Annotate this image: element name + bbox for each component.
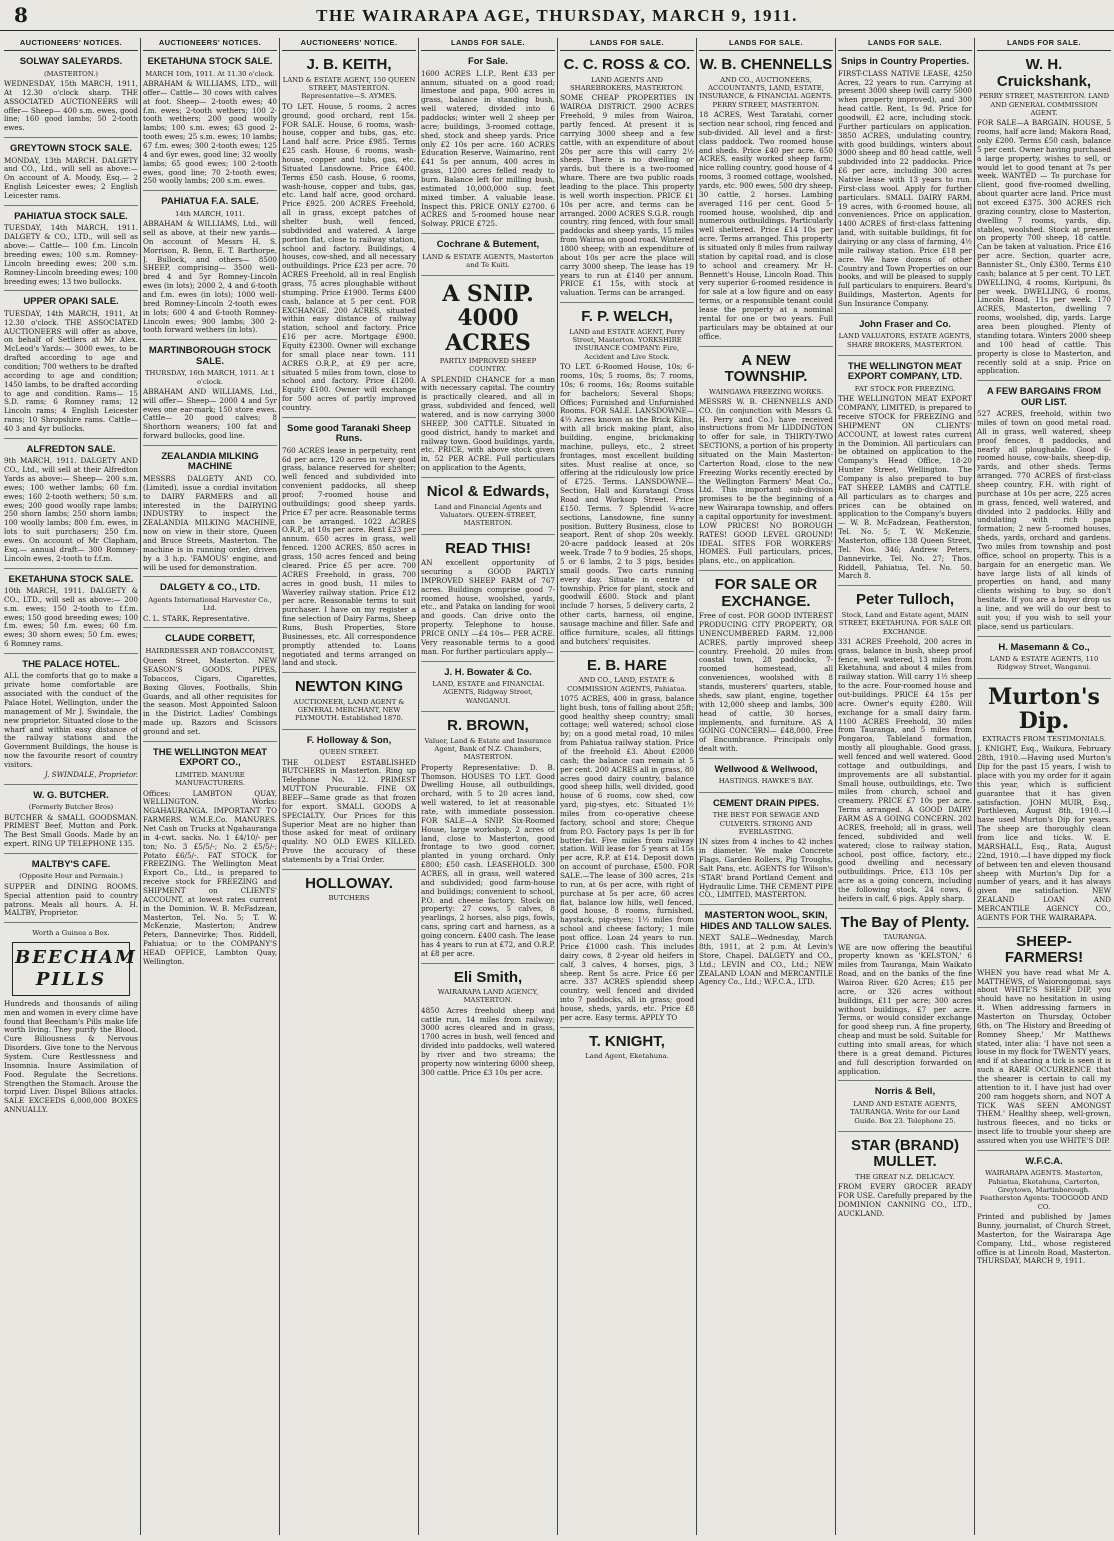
advertisement xyxy=(699,351,833,572)
column-rule xyxy=(140,38,141,1535)
ad-body: 4850 Acres freehold sheep and cattle run, 14 miles from railway; 3000 acres cleared and in grass, 1700 acres in bush, well fenced and divided into paddocks, well watered by river and two streams; the property now wintering 6000 sheep, 300 cattle. Price £3 10s per acre. xyxy=(421,1005,555,1077)
ad-title: ZEALANDIA MILKING MACHINE xyxy=(161,451,259,473)
ad-body: C. L. STARK, Representative. xyxy=(143,613,250,623)
ad-title: The Bay of Plenty. xyxy=(840,913,970,931)
ad-title: A FEW BARGAINS FROM OUR LIST. xyxy=(986,386,1102,408)
advertisement xyxy=(282,422,416,673)
ad-title: PAHIATUA F.A. SALE. xyxy=(161,196,259,208)
ad-title: Peter Tulloch, xyxy=(855,591,955,609)
ad-subtitle: (Formerly Butcher Bros) xyxy=(28,803,114,812)
ad-subtitle: AUCTIONEER, LAND AGENT & GENERAL MERCHANT, NEW PLYMOUTH. Established 1870. xyxy=(293,697,405,723)
ad-body: Offices: LAMBTON QUAY, WELLINGTON. Works: NGAHAURANGA. IMPORTANT TO FARMERS. W.M.E.Co. MANURES. Net Cash on Trucks at Ngahauranga in 4-cwt. sacks. No. 1 £4/10/- per ton; No. 3 £5/5/-; No. 2 £5/5/-; Potato £6/5/-. FAT STOCK for FREEZING. The Wellington Meat Export Co., Ltd., is prepared to receive stock for FREEZING and SHIPMENT on CLIENTS' ACCOUNT, at lowest rates current in the Dominion. W. B. McFadzean, Masterton, Tel. No. 5; T. W. McKenzie, Masterton; Andrew Peters, Dannevirke; Thos. Riddell, Pahiatua; or to the COMPANY'S HEAD OFFICE, Lambton Quay, Wellington. xyxy=(143,788,277,966)
ad-subtitle: MARCH 10th, 1911. At 11.30 o'clock. xyxy=(145,69,275,78)
advertisement xyxy=(838,1085,972,1132)
ad-subtitle: Stock, Land and Estate agent, MAIN STREET, EKETAHUNA. FOR SALE OR EXCHANGE. xyxy=(838,610,972,636)
newspaper-title: THE WAIRARAPA AGE, THURSDAY, MARCH 9, 1911. xyxy=(316,6,798,25)
ad-body: TO LET. 6-Roomed House, 10s; 6-rooms, 10s; 5 rooms, 8s; 7 rooms, 10s; 6 rooms, 16s; Rooms suitable for bachelors; Several Shops; Offices; Furnished and Unfurnished Rooms. FOR SALE. LANSDOWNE—4½ Acres known as the Brick Kilns, with all brick making plant, also building, engine, brickmaking machine, pulleys, etc., 2 street frontages, most excellent building sites. Must realise at once, so offering at the ridiculously low price of £725. Terms. LANSDOWNE—Section, Hall and Kuratangi Cross Road and Worksop Street. Price £150. Terms. 7 Splendid ¼-acre sections, Lansdowne, fine sunny position. Buttery Business, close to seaport. Rent of shop 20s weekly. 20-acre paddock leased at 20s week. Trade 7 to 9 bodies, 25 shops, 5 or 6 lambs, 2 to 3 pigs, besides small goods. Two carts running every day. Situate in centre of township. Price for plant, stock and goodwill £600. Stock and plant include 7 horses, 5 delivery carts, 2 other carts, harness, oil engine, sausage machine and filler. Safe and office furniture, scales, all fittings and butchers' requisites. xyxy=(560,362,694,646)
advertisement xyxy=(4,573,138,654)
advertisement xyxy=(421,280,555,478)
advertisement xyxy=(4,295,138,438)
ad-title: A SNIP. 4000 ACRES xyxy=(442,281,534,356)
ad-body: Queen Street, Masterton. NEW SEASON'S GOODS. PIPES, Tobaccos, Cigars, Cigarettes, Boxing Gloves, Footballs, Shin Guards, and all other requisites for the season. Most Appointed Saloon in the District. Ladies' Combings made up. Razors and Scissors ground and set. xyxy=(143,656,277,737)
ad-subtitle: EXTRACTS FROM TESTIMONIALS. xyxy=(982,735,1106,744)
ad-title: MARTINBOROUGH STOCK SALE. xyxy=(148,345,272,367)
ad-body: 18 ACRES, West Taratahi, corner section near school, ring fenced and sub-divided. All level and a first-class paddock. Two roomed house and sheds. Price £40 per acre. 650 ACRES, easily worked sheep farm; nice rolling country, good house of 4 rooms, 3 roomed cottage, woolshed, yards, etc. 900 ewes, 500 dry sheep, 30 cattle, 2 horses. Lambing averaged 116 per cent. Good 5-roomed house, woolshed, dip and numerous outbuildings. Particularly well sheltered. Price £14 10s per acre. Terms arranged. This property is situated only 8 miles from railway station by capital road, and is close to school and creamery. Mr H. Bennett's House, Lincoln Road. This very superior 6-roomed residence is for sale at a low figure and on easy terms, or a responsible tenant could lease the property at a nominal rental for one or two years. Full particulars may be obtained at our office. xyxy=(699,110,833,341)
column-rule xyxy=(279,38,280,1535)
ad-subtitle: LAND and ESTATE AGENT, Perry Street, Masterton. YORKSHIRE INSURANCE COMPANY: Fire, Accident and Live Stock. xyxy=(569,327,685,361)
ad-title: F. Holloway & Son, xyxy=(306,734,392,746)
ad-body: WHEN you have read what Mr A. MATTHEWS, of Waiorongomai, says about WHITE'S SHEEP DIP, you should have no hesitation in using it. When addressing farmers in Masterton on Thursday, October 6th, on 'The History and Breeding of Romney Sheep,' Mr Matthews stated, inter alia: 'I have not seen a louse in my flock for TWENTY years, and if at shearing a tick is seen it is such a RARE OCCURRENCE that the shearer is certain to call my attention to it. I have just had over 200 ram hoggets shorn, and NOT A TICK WAS SEEN AMONGST THEM.' Healthy sheep, well-grown, lustrous fleeces, and no ticks or insect life to trouble your sheep are assured when you use WHITE'S DIP. xyxy=(977,967,1111,1145)
ad-title: W. G. BUTCHER. xyxy=(33,789,109,801)
column-heading: LANDS FOR SALE. xyxy=(699,38,833,51)
ad-subtitle: WAIRARAPA LAND AGENCY, MASTERTON. xyxy=(437,988,539,1005)
advertisement xyxy=(838,1136,972,1223)
ad-body: ALL the comforts that go to make a private home comfortable are associated with the conduct of the Palace Hotel, Wellington, under the management of Mr J. Swindale, the new proprietor. Situated close to the wharf and within easy distance of the railway stations and the Government Buildings, the house is now the favourite resort of country visitors. xyxy=(4,671,138,770)
newspaper-column xyxy=(282,38,416,1535)
advertisement xyxy=(143,746,277,971)
ad-title: DALGETY & CO., LTD. xyxy=(160,582,260,594)
ad-title: UPPER OPAKI SALE. xyxy=(23,296,119,308)
ad-title: F. P. WELCH, xyxy=(581,308,673,326)
ad-body: SOME CHEAP PROPERTIES IN WAIROA DISTRICT. 2900 ACRES Freehold, 9 miles from Wairoa, partly fenced. At present it is carrying 3000 sheep and a few cattle, with an expenditure of about 20s per acre this will carry 2½ sheep. There is no dwelling or yards, but there is a two-roomed whare. There are two public roads leading to the place. This property is well worth inspection. PRICE £1 10s per acre, and terms can be arranged. 2000 ACRES S.G.R. rough country, ring fenced, with four small paddocks and sheep yards, 15 miles from Wairoa on good road. Wintered 1800 sheep; with an expenditure of about 10s per acre the place will carry 3000 sheep. The lease has 19 years to run at £140 per annum. PRICE £1 15s, with stock at valuation. Terms can be arranged. xyxy=(560,93,694,298)
masthead xyxy=(0,0,1114,31)
ad-title: R. BROWN, xyxy=(447,717,529,735)
ad-title: T. KNIGHT, xyxy=(589,1032,665,1050)
ad-body: IN sizes from 4 inches to 42 inches in diameter. We make Concrete Flags, Garden Rollers, Pig Troughs, Salt Pans, etc. AGENTS for Wilson's 'STAR' brand Portland Cement and Hydraulic Lime. THE CEMENT PIPE CO., LIMITED, MASTERTON. xyxy=(699,837,833,900)
advertisement xyxy=(699,575,833,759)
column-rule xyxy=(835,38,836,1535)
ad-body: BUTCHER & SMALL GOODSMAN. PRIMEST Beef, Mutton and Pork. The Best Small Goods. Made by an expert. RING UP TELEPHONE 135. xyxy=(4,812,138,849)
ad-title: READ THIS! xyxy=(445,539,531,557)
advertisement xyxy=(4,142,138,206)
column-rule xyxy=(974,38,975,1535)
ad-subtitle: AND CO., LAND, ESTATE & COMMISSION AGENTS, Pahiatua. xyxy=(567,676,687,693)
advertisement xyxy=(421,539,555,662)
ad-body: FOR SALE—A BARGAIN. HOUSE, 5 rooms, half acre land; Makora Road, only £200. Terms £50 cash, balance 5 per cent. Owner having purchased a large property, wishes to sell, or would let to good tenant at 7s per week. WANTED — To purchase for client, good five-roomed dwelling, about quarter acre land. Price must not exceed £375. 300 ACRES rich grazing country, close to Masterton, dwelling 7 rooms, yards, dip, stables, woolshed. Stock at present on property 700 sheep, 18 cattle. Can be taken at valuation. Price £16 per acre. Section, quarter acre, Bannister St., Only £300. Terms £10 cash; balance at 5 per cent. TO LET. DWELLING, 4 rooms, Kuripuni, 8s per week. DWELLING, 6 rooms, Lincoln Road, 11s per week. 170 ACRES, Masterton, dwelling 7 rooms, woolshed, dip, yards. Large area been ploughed. Plenty of standing totara. Winters 2000 sheep and 100 head of cattle. This property is close to Masterton, and recently sold at a snip. Price on application. xyxy=(977,118,1111,376)
ad-body: 10th MARCH, 1911. DALGETY & CO., LTD., will sell as above:— 200 s.m. ewes; 150 2-tooth to f.f.m. ewes; 150 good breeding ewes; 100 f.m. ewes; 50 f.m. ewes; 60 f.m. ewes; 30 shorn ewes; 50 f.m. ewes; 6 Romney rams. xyxy=(4,586,138,649)
ad-title: NEWTON KING xyxy=(294,678,404,696)
ad-body: Printed and published by James Bunny, journalist, of Church Street, Masterton, for the Wairarapa Age Company, Ltd., whose registered office is at Lincoln Road, Masterton. THURSDAY, MARCH 9, 1911. xyxy=(977,1212,1111,1266)
ad-title: MALTBY'S CAFE. xyxy=(31,859,111,871)
advertisement xyxy=(560,656,694,1028)
ad-title: CEMENT DRAIN PIPES. xyxy=(712,797,820,809)
advertisement xyxy=(143,344,277,446)
ad-body: NEXT SALE—Wednesday, March 8th, 1911, at 2 p.m. At Levin's Store, Chapel. DALGETY and CO., Ltd.; LEVIN and CO., Ltd.; NEW ZEALAND LOAN and MERCANTILE Agency Co., Ltd.; W.F.C.A., LTD. xyxy=(699,933,833,987)
ad-title: Murton's Dip. xyxy=(988,683,1100,734)
newspaper-column xyxy=(977,38,1111,1535)
ad-body: J. KNIGHT, Esq., Waikura, February 28th, 1910.—Having used Murton's Dip for the past 15 years, I wish to place with you my order for it again this year, which is sufficient guarantee that it has given satisfaction. JOHN MUIR, Esq., Porthleven, August 8th, 1910.—I have used Murton's Dip for years. The sheep are thoroughly clean from lice and ticks. W. E. MARSHALL, Esq., Rata, August 22nd, 1910.—I have dipped my flock of between ten and eleven thousand sheep with Murton's Dip for a number of years, and it has always given me satisfaction. NEW ZEALAND LOAN AND MERCANTILE AGENCY CO., AGENTS FOR THE WAIRARAPA. xyxy=(977,744,1111,922)
ad-title: Nicol & Edwards, xyxy=(426,483,550,501)
ad-body: Hundreds and thousands of ailing men and women in every clime have found that Beecham's Pills make life worth living. They purify the Blood. Cure Biliousness & Nervous Disorders. Give tone to the Nervous System. Cure Restlessness and Insomnia. Insure Assimilation of Food. Regulate the Secretions. Strengthen the Stomach. Arouse the torpid Liver. Dispel Bilious attacks. SALE EXCEEDS 6,000,000 BOXES ANNUALLY. xyxy=(4,998,138,1115)
ad-body: MONDAY, 13th MARCH. DALGETY and CO., Ltd., will sell as above:— On account of A. Moody, Esq.— 2 English Leicester ewes; 2 English Leicester rams. xyxy=(4,155,138,201)
ad-subtitle: HASTINGS. HAWKE'S BAY. xyxy=(718,777,814,786)
advertisement xyxy=(282,55,416,418)
advertisement xyxy=(977,55,1111,381)
advertisement xyxy=(4,210,138,291)
ad-title: J. B. KEITH, xyxy=(306,56,392,74)
ad-title: Eli Smith, xyxy=(453,968,523,986)
ad-body: 1600 ACRES L.I.P., Rent £33 per annum, situated on a good road; limestone and papa, 900 acres in grass, balance in standing bush, well watered, divided into 6 paddocks; winter well 2 sheep per acre; buildings, 3-roomed cottage, shed, stock and sheep yards. Price only £2 10s per acre. 160 ACRES Education Reserve, Waimarino, rent £41 5s per annum, 400 acres in grass, 1200 acres felled ready to burn. Balance left for milling bush, estimated 10,000,000 sup. feet mixed timber. A valuable lease. Inspect this. PRICE ONLY £2700. 6 ACRES and 5-roomed house near Solway. PRICE £725. xyxy=(421,68,555,229)
advertisement xyxy=(977,1155,1111,1270)
advertisement xyxy=(977,385,1111,636)
ad-subtitle: 14th MARCH, 1911. xyxy=(175,209,245,218)
advertisement xyxy=(977,641,1111,679)
advertisement xyxy=(4,789,138,854)
ad-signature: J. SWINDALE, Proprietor. xyxy=(44,769,138,779)
ad-subtitle: PERRY STREET, MASTERTON. LAND AND GENERAL COMMISSION AGENT. xyxy=(978,92,1110,117)
ad-subtitle: TAURANGA. xyxy=(883,933,927,942)
beecham-pills-logo: BEECHAM PILLS xyxy=(12,942,130,996)
advertisement xyxy=(421,716,555,963)
advertisement xyxy=(421,968,555,1082)
ad-body: ABRAHAM AND WILLIAMS, Ltd., will offer— Sheep— 2000 4 and 5yr ewes one ear-mark; 150 store ewes. Cattle— 20 good calves; 8 Shorthorn weaners; 100 fat and forward bullocks, good line. xyxy=(143,386,277,441)
ad-title: SOLWAY SALEYARDS. xyxy=(19,56,123,68)
advertisement xyxy=(699,797,833,906)
ad-body: ABRAHAM & WILLIAMS, Ltd., will sell as above, at their new yards— On account of Messrs H. S. Morrison, R. Benn, E. T. Barthorpe, J. Bullock, and others— 8500 SHEEP, comprising— 3500 well-bred 4 and 5yr Romney-Lincoln ewes (in lots); 2000 2, 4 and 6-tooth and f.m. ewes (in lots); 1000 well-bred Romney-Lincoln 2-tooth ewes in lots; 600 4 and 6-tooth Romney-Lincoln ewes; 900 lambs; 300 2-tooth forward wethers (in lots). xyxy=(143,219,277,335)
advertisement xyxy=(4,55,138,138)
ad-title: W.F.C.A. xyxy=(1025,1155,1063,1167)
ad-title: J. H. Bowater & Co. xyxy=(444,666,532,678)
ad-title: CLAUDE CORBETT, xyxy=(165,633,255,645)
advertisement xyxy=(421,666,555,713)
advertisement xyxy=(699,909,833,991)
ad-title: Cochrane & Butement, xyxy=(436,239,540,251)
column-heading: AUCTIONEERS' NOTICES. xyxy=(4,38,138,51)
advertisement xyxy=(560,1032,694,1067)
ad-title: W. H. Cruickshank, xyxy=(996,56,1092,90)
ad-body: A SPLENDID CHANCE for a man with necessary capital. The country is practically cleared, and all in grass, subdivided and fenced, well watered, and is now carrying 3000 SHEEP, 300 CATTLE. Situated in good district, handy to market and railway town. Good buildings, yards, etc. PRICE, with above stock given in, 52 PER ACRE. Full particulars on application to the Agents, xyxy=(421,374,555,473)
ad-subtitle: BUTCHERS xyxy=(328,894,370,903)
advertisement xyxy=(699,55,833,346)
ad-subtitle: LIMITED. MANURE MANUFACTURERS. xyxy=(175,770,245,788)
advertisement xyxy=(4,658,138,785)
ad-body: MESSRS DALGETY AND CO. (Limited), issue a cordial invitation to DAIRY FARMERS and all interested in the DAIRYING INDUSTRY to inspect the ZEALANDIA MILKING MACHINE, now on view in their store, Queen and Bruce Streets, Masterton. The machine is in running order, driven by a 3 h.p. 'FAMOUS' engine, and will be used for demonstration. xyxy=(143,473,277,572)
advertisement xyxy=(282,874,416,909)
ad-body: Property Representative: D. B. Thomson. HOUSES TO LET. Good Dwelling House, all outbuildings, orchard, with 5 to 20 acres land, well watered, to let at reasonable rate, with immediate possession. FOR SALE—A SNIP. Six-Roomed House, large workshop, 2 acres of land, close to Masterton, good frontage to two good corner, planted in young orchard. Only £800; £50 cash. LEASEHOLD. 300 ACRES, all in grass, well watered and subdivided; good farm-house and buildings; convenient to school, P.O. and cheese factory. Stock on property: 27 cows, 5 calves, 8 yearlings, 2 horses, also pigs, fowls, cans, spring cart and harness, as a going concern. £400 cash. The lease has 4 years to run at £72, and O.R.P. at £8 per acre. xyxy=(421,762,555,958)
ad-body: AN excellent opportunity of securing a GOOD PARTLY IMPROVED SHEEP FARM of 767 acres. Buildings comprise good 7-roomed house, woolshed, yards, etc., and Pataka on landing for wool and goods. Can drive onto the property. Telephone to house. PRICE ONLY —£4 10s— PER ACRE. Very reasonable terms to a good man. For further particulars apply— xyxy=(421,558,555,656)
ad-subtitle: PARTLY IMPROVED SHEEP COUNTRY. xyxy=(439,356,537,374)
advertisement xyxy=(838,360,972,586)
ad-title: W. B. CHENNELLS xyxy=(699,56,833,74)
ad-subtitle: LAND VALUATORS, ESTATE AGENTS, SHARE BROKERS, MASTERTON. xyxy=(838,332,972,349)
advertisement xyxy=(699,763,833,793)
advertisement xyxy=(4,927,138,1119)
ad-title: E. B. HARE xyxy=(586,656,667,674)
advertisement xyxy=(560,55,694,303)
ad-body: WEDNESDAY, 15th MARCH, 1911, At 12.30 o'clock sharp. THE ASSOCIATED AUCTIONEERS will offer— Sheep— 400 s.m. ewes, good line; 160 good lambs; 50 2-tooth ewes. xyxy=(4,79,138,133)
column-heading: LANDS FOR SALE. xyxy=(838,38,972,51)
ad-subtitle: Worth a Guinea a Box. xyxy=(32,929,110,938)
ad-body: 9th MARCH, 1911. DALGETY AND CO., Ltd., will sell at their Alfredton Yards as above:— Sheep— 200 s.m. ewes; 100 wether lambs; 60 f.m. ewes; 160 2-tooth wethers; 50 s.m. ewes; 200 good woolly rape lambs; 250 shorn lambs; 250 shorn lambs; 100 woolly lambs; 800 f.m. ewes, in lots to suit purchasers; 250 f.m. ewes. On account of Mr Clapham, Esq.— annual draft— 300 Romney-Lincoln ewes, 2-tooth to f.f.m. xyxy=(4,456,138,563)
ad-subtitle: THE BEST FOR SEWAGE AND CULVERTS. STRONG AND EVERLASTING. xyxy=(712,811,820,836)
ad-title: ALFREDTON SALE. xyxy=(26,443,116,455)
advertisement xyxy=(421,55,555,234)
ad-body: SUPPER and DINING ROOMS. Special attention paid to country patrons. Meals all hours. A. H. MALTBY, Proprietor. xyxy=(4,881,138,918)
ad-body: 331 ACRES Freehold, 200 acres in grass, balance in bush, sheep proof fence, well watered, 13 miles from Eketahuna, and about 4 miles from railway station. Will carry 1½ sheep to the acre. Four-roomed house and out-buildings. PRICE £4 15s per acre. Owner's equity £280. Will exchange for a small dairy farm. 1100 ACRES Freehold, 30 miles from Tauranga, and 5 miles from Pongaroa, Tableland formation, mostly all ploughable. Good grass, well fenced and well watered. Good cottage and outbuildings, and improvements are all substantial. Small house, outbuildings, etc. Two miles from church, school and creamery. PRICE £7 10s per acre. Terms arranged. A GOOD DAIRY FARM AS A GOING CONCERN. 202 ACRES, freehold; all in grass, well fenced, subdivided and well watered; close to railway station, school, post office, factory, etc.; good dwelling and necessary outbuildings. Price, £13 10s per acre as a going concern, including the following stock, 24 cows, 6 heifers in calf, 6 pigs. Apply sharp. xyxy=(838,636,972,903)
advertisement xyxy=(143,55,277,191)
newspaper-column xyxy=(4,38,138,1535)
ad-subtitle: LAND AND ESTATE AGENTS, TAURANGA. Write for our Land Guide. Box 23. Telephone 25. xyxy=(850,1099,960,1125)
advertisement xyxy=(143,450,277,577)
advertisement xyxy=(838,318,972,356)
advertisement xyxy=(977,932,1111,1151)
newspaper-column xyxy=(143,38,277,1535)
ad-subtitle: THE GREAT N.Z. DELICACY. xyxy=(855,1172,955,1181)
newspaper-column xyxy=(421,38,555,1535)
ad-body: TO LET. House, 5 rooms, 2 acres ground, good orchard, rent 15s. FOR SALE. House, 6 rooms, wash-house, copper and tubs, gas, etc. Land half acre. Price £985. Terms £25 cash. House, 6 rooms, wash-house, copper and tubs, gas, etc. Situated Lansdowne. Price £400. Terms £50 cash. House, 6 rooms, wash-house, copper and tubs, gas, etc. Land half acre, good orchard. Price £925. 200 ACRES Freehold, all in grass, except patches of shelter bush, well fenced, subdivided and watered. A large portion flat, close to railway station, school and factory. Buildings, 4 houses, cow-shed, and all necessary outbuildings. Price £23 per acre. 70 ACRES Freehold, all in real English grass, 75 acres ploughable without stumping. Price £1900. Terms £400 cash, balance at 5 per cent. FOR EXCHANGE. 200 ACRES, situated within easy distance of railway station, school and factory. Price £16 per acre. Mortgage £900. Equity £2300. Owner will exchange for small place near town. 111 ACRES O.R.P., at £9 per acre, situated 5 miles from town, close to school and factory. Price £1200. Equity £100. Owner will exchange for 500 acres of partly improved country. xyxy=(282,101,416,413)
ad-subtitle: THURSDAY, 16th MARCH, 1911. At 1 o'clock. xyxy=(145,369,275,386)
ad-title: FOR SALE OR EXCHANGE. xyxy=(714,576,818,610)
ad-subtitle: Land and Financial Agents and Valuators. QUEEN-STREET, MASTERTON. xyxy=(434,502,542,528)
advertisement xyxy=(282,734,416,870)
ad-subtitle: Valuer, Land & Estate and Insurance Agent, Bank of N.Z. Chambers, MASTERTON. xyxy=(424,736,552,762)
column-rule xyxy=(557,38,558,1535)
ad-subtitle: WAINGAWA FREEZING WORKS. xyxy=(709,387,823,396)
ad-body: FIRST-CLASS NATIVE LEASE, 4250 Acres, 22 years to run. Carrying at present 3000 sheep (will carry 5000 when property improved), and 300 head cattle. Rent, 1s 9d. Price for goodwill, £2 acre, including stock. Further particulars on application. 3850 ACRES, undulating country, with good buildings, winters about 3000 sheep and 80 head cattle, well subdivided into 22 paddocks. Price £6 per acre, including 300 acres Native lease with 13 years to run. First-class wool. Apply for further particulars. SMALL DAIRY FARM, 19 acres, with 6-roomed house, all conveniences. Price on application. 1400 ACRES of first-class fattening land, with suitable buildings, fit for dairying or any class of farming, 4½ mile railway station. Price £18 per acre. We have dozens of other Country and Town Properties on our books, and will be pleased to supply full particulars to enquirers. Beard's Buildings, Masterton. Agents for Sun Insurance Company. xyxy=(838,68,972,308)
ad-title: SHEEP-FARMERS! xyxy=(1004,932,1084,967)
ad-subtitle: LAND & ESTATE AGENT, 150 QUEEN STREET, MASTERTON. Representative—S. AYMES. xyxy=(282,75,416,101)
ad-title: EKETAHUNA STOCK SALE. xyxy=(8,573,134,585)
column-heading: LANDS FOR SALE. xyxy=(560,38,694,51)
ad-title: GREYTOWN STOCK SALE. xyxy=(9,143,133,155)
ad-subtitle: HAIRDRESSER AND TOBACCONIST, xyxy=(145,646,275,655)
ad-title: PAHIATUA STOCK SALE. xyxy=(14,210,128,222)
column-heading: AUCTIONEERS' NOTICES. xyxy=(143,38,277,51)
ad-body: FROM EVERY GROCER READY FOR USE. Carefully prepared by the DOMINION CANNING CO., LTD., AUCKLAND. xyxy=(838,1182,972,1218)
ad-body: TUESDAY, 14th MARCH, 1911, At 12.30 o'clock. THE ASSOCIATED AUCTIONEERS will offer as above, on behalf of Settlers at Mr Alex. McLeod's Yards:— 3000 ewes, to be drafted according to age and condition; 700 wethers to be drafted according to age and condition; 1450 lambs, to be drafted according to age and condition. Rams— 15 S.D. rams; 6 Romney rams; 12 Lincoln rams; 4 English Leicester rams; 10 Shropshire rams. Cattle— 40 3 and 4yr bullocks. xyxy=(4,308,138,433)
ad-title: THE PALACE HOTEL. xyxy=(22,659,120,671)
ad-body: THE WELLINGTON MEAT EXPORT COMPANY, LIMITED, is prepared to receive STOCK for FREEZING and SHIPMENT ON CLIENTS' ACCOUNT, at lowest rates current in the Dominion. All particulars can be obtained on application to the Company's Head Office, 18-20 Hunter Street, Wellington. The Company is also prepared to buy FAT SHEEP, LAMBS and CATTLE. All particulars as to charges and prices can be obtained on application to the Company's buyers— W. B. McFadzean, Featherston, Tel. No. 5; T. W. McKenzie, Masterton, office 138 Queen Street, Tel. Nos. 346; Andrew Peters, Dannevirke, Tel. No. 27; Thos. Riddell, Pahiatua, Tel. No. 50. March 8. xyxy=(838,394,972,581)
ad-title: H. Masemann & Co., xyxy=(998,641,1090,653)
ad-subtitle: LAND, ESTATE and FINANCIAL AGENTS, Ridgway Street, WANGANUI. xyxy=(432,679,544,705)
newspaper-column xyxy=(560,38,694,1535)
ad-subtitle: LAND & ESTATE AGENTS, 110 Ridgway Street, Wanganui. xyxy=(989,655,1099,672)
ad-title: Wellwood & Wellwood, xyxy=(714,763,818,775)
ad-title: For Sale. xyxy=(467,56,509,68)
ad-subtitle: LAND AGENTS AND SHAREBROKERS, MASTERTON. xyxy=(570,75,684,93)
ad-subtitle: Land Agent, Eketahuna. xyxy=(585,1052,669,1061)
advertisement xyxy=(560,307,694,651)
ad-title: HOLLOWAY. xyxy=(305,874,393,892)
advertisement xyxy=(977,683,1111,928)
advertisement xyxy=(282,677,416,730)
advertisement xyxy=(4,858,138,923)
advertisement xyxy=(421,482,555,535)
ad-body: WE are now offering the beautiful property known as 'KELSTON,' 6 miles from Tauranga, Main Waikato Road, and on the banks of the fine Wairoa River. 620 Acres; £15 per acre, or 326 acres without buildings, £11 per acre; 300 acres without buildings, £7 per acre. Terms, or would consider exchange for good sheep run. A fine property, cheap and must be sold. Suitable for cutting into small areas, for which there is a great demand. Pictures and full description forwarded on application. xyxy=(838,942,972,1076)
ad-subtitle: Agents International Harvester Co., Ltd. xyxy=(148,595,272,613)
ad-subtitle: LAND & ESTATE AGENTS, Masterton and Te Kuiti. xyxy=(422,252,554,269)
ad-title: STAR (BRAND) MULLET. xyxy=(850,1136,960,1171)
advertisement xyxy=(838,590,972,908)
column-rule xyxy=(418,38,419,1535)
column-heading: LANDS FOR SALE. xyxy=(421,38,555,51)
ad-body: TUESDAY, 14th MARCH, 1911. DALGETY & CO., LTD., will sell as above:— Cattle— 100 f.m. Lincoln breeding ewes; 100 s.m. Romney-Lincoln breeding ewes; 200 s.m. Romney-Lincoln breeding ewes; 100 breeding ewes; 13 two bullocks. xyxy=(4,223,138,286)
ad-subtitle: AND CO., AUCTIONEERS, ACCOUNTANTS, LAND, ESTATE, INSURANCE, & FINANCIAL AGENTS. PERRY STREET, MASTERTON. xyxy=(699,75,833,109)
ad-title: Snips in Country Properties. xyxy=(840,56,970,68)
advertisement xyxy=(4,443,138,569)
ad-title: Norris & Bell, xyxy=(874,1086,936,1098)
ad-body: ABRAHAM & WILLIAMS, LTD., will offer— Cattle— 30 cows with calves at foot. Sheep— 2-tooth ewes; 40 f.m. ewes; 2-tooth wethers; 100 2-tooth wethers; 200 good woolly lambs; 100 s.m. ewes; 63 good 2-tooth ewes; 25 s.m. ewes; 10 lambs; 67 f.m. ewes; 300 2-tooth ewes; 125 4 and 6yr ewes, good line; 32 woolly lambs; 65 good ewes; 100 2-tooth ewes, good line; 70 2-tooth ewes; 250 woolly lambs; 200 s.m. ewes. xyxy=(143,79,277,186)
advertisement xyxy=(838,55,972,314)
ad-body: 760 ACRES lease in perpetuity, rent 6d per acre, 120 acres in very good grass, balance reserved for shelter; well fenced and subdivided into convenient paddocks, all sheep proof; 7-roomed house and outbuildings; good sheep yards. Price £7 per acre. Reasonable terms can be arranged. 1022 ACRES O.R.P., at 10s per acre. Rent £23 per annum. 650 acres in grass, well fenced. 1200 ACRES, 850 acres in grass, 150 acres fenced and being cleared. Price £5 per acre. 700 ACRES Freehold, in grass, 700 acres in good bush, 11 miles to Waverley railway station. Price £12 per acre. Reasonable terms to suit purchaser. I have on my register a fine selection of Dairy Farms, Sheep Runs, Bush Properties, Store Businesses, etc. All correspondence promptly attended to. Loans negotiated and terms arranged on land and stock. xyxy=(282,445,416,668)
ad-title: THE WELLINGTON MEAT EXPORT CO., xyxy=(152,746,268,769)
ad-title: A NEW TOWNSHIP. xyxy=(724,351,808,385)
newspaper-column xyxy=(838,38,972,1535)
ad-body: MESSRS W. B. CHENNELLS AND CO. (in conjunction with Messrs G. H. Perry and Co.) have received instructions from Mr LIDDINGTON to offer for sale, in THIRTY-TWO SECTIONS, a portion of his property situated on the Main Masterton-Carterton Road, close to the new Freezing Works recently erected by the Wellington Farmers' Meat Co., Ltd. This important sub-division promises to be the beginning of a new Wairarapa township, and offers a capital opportunity for investment. LOW PRICES! NO BOROUGH RATES! GOOD LEVEL GROUND! IDEAL SITES FOR WORKERS' HOMES. Full particulars, prices, plans, etc., on application. xyxy=(699,396,833,566)
column-heading: LANDS FOR SALE. xyxy=(977,38,1111,51)
newspaper-column xyxy=(699,38,833,1535)
column-heading: AUCTIONEERS' NOTICE. xyxy=(282,38,416,51)
column-rule xyxy=(696,38,697,1535)
ad-title: EKETAHUNA STOCK SALE. xyxy=(147,56,273,68)
advertisement xyxy=(838,913,972,1082)
ad-subtitle: QUEEN STREET. xyxy=(319,748,379,757)
ad-body: 527 ACRES, freehold, within two miles of town on good metal road. All in grass, well watered, sheep proof fences, 8 paddocks, and nearly all ploughable. Good 6-roomed house, cow-bails, sheep-dip, yards, and other sheds. Terms arranged. 770 ACRES of first-class sheep country, F.H. with right of purchase at 10s per acre, 225 acres in grass, fenced, well watered, and divided into 2 paddocks. Hilly and undulating with rich papa formation; 2 new 5-roomed houses, sheds, yards, orchard and gardens. Two miles from township and post office, school on property. This is a bargain for an energetic man. We have large lists of all kinds of properties on hand, and many clients wishing to buy, so don't hesitate. If you are a buyer drop us a line, and we will do our best to suit you; if you wish to sell your place, send us particulars. xyxy=(977,409,1111,631)
ad-title: C. C. ROSS & CO. xyxy=(563,56,691,74)
advertisement xyxy=(143,581,277,628)
ad-subtitle: WAIRARAPA AGENTS. Masterton, Pahiatua, Eketahuna, Carterton, Greytown, Martinborough. Featherston Agents: TOOGOOD AND CO. xyxy=(979,1169,1109,1211)
ad-title: MASTERTON WOOL, SKIN, HIDES AND TALLOW SALES. xyxy=(700,910,832,932)
page-number: 8 xyxy=(14,3,28,27)
ad-title: John Fraser and Co. xyxy=(859,318,951,330)
ad-title: Some good Taranaki Sheep Runs. xyxy=(287,422,411,445)
ad-body: 1075 ACRES, 400 in grass, balance light bush, tons of falling about 25ft; good healthy sheep country; small cottage; well watered; school close by; on a good metal road, 10 miles from Pahiatua railway station. Price of the freehold £3. About £2000 cash; the balance can remain at 5 per cent. 200 ACRES all in grass, 80 acres good dairy country, balance good sheep hills, well divided, good house of 6 rooms, cow shed, cow yard, pig-styes, etc. Situated 1½ miles from co-operative cheese factory, school and store; Cheque from P.O. Factory pays 1s per lb for butter-fat. Five miles from railway station. Will lease for 5 years at 15s per acre, R.P. at £14. Deposit down on account of purchase, £500. FOR SALE.—The lease of 300 acres, 21s to run, at 6s per acre, with right of purchase at 5s per acre, 60 acres flat, balance low hills, well fenced, good house, 8 rooms, furnished, haystack, pig-styes; 1½ miles from school and cheese factory; 1 mile post office. Loan 24 years to run. Price £1000 cash. This includes dairy cows, 8 2-year old heifers in calf, 3 calves, 4 horses, pigs, 3 sheep. Rent 5s acre. Price £6 per acre. 337 ACRES splendid sheep country, well fenced and divided into 7 paddocks, all in grass; good house, sheds, yards, etc. Price £8 per acre. Easy terms. APPLY TO xyxy=(560,693,694,1022)
advertisement xyxy=(143,632,277,742)
ad-subtitle: (MASTERTON.) xyxy=(43,69,99,78)
ad-subtitle: FAT STOCK FOR FREEZING. xyxy=(854,384,956,393)
ad-title: THE WELLINGTON MEAT EXPORT COMPANY, LTD. xyxy=(847,361,963,383)
ad-body: Free of cost. FOR GOOD INTEREST PRODUCING CITY PROPERTY, OR UNENCUMBERED FARM. 12,000 ACRES, partly improved sheep country. Freehold. 20 miles from coastal town, 28 paddocks, 7-roomed homestead, all conveniences, woolshed with 8 stands, musterers' quarters, stable, sheds, saw plant, engine, together with 12,000 sheep and lambs, 300 head of cattle, 30 horses, implements, and furniture. AS A GOING CONCERN— £48,000. Free of Encumbrance. Principals only dealt with. xyxy=(699,611,833,754)
advertisement xyxy=(421,238,555,276)
ad-body: THE OLDEST ESTABLISHED BUTCHERS in Masterton. Ring up Telephone No. 12. PRIMEST MUTTON Procurable. FINE OX BEEF—Same grade as that frozen for export. SMALL GOODS A SPECIALTY. Our Prices for this Superior Meat are no higher than those asked for meat of ordinary quality. NO OLD EWES KILLED. Prove the accuracy of these statements by a Trial Order. xyxy=(282,757,416,865)
advertisement xyxy=(143,195,277,340)
ad-subtitle: (Opposite Hour and Permain.) xyxy=(19,872,123,881)
